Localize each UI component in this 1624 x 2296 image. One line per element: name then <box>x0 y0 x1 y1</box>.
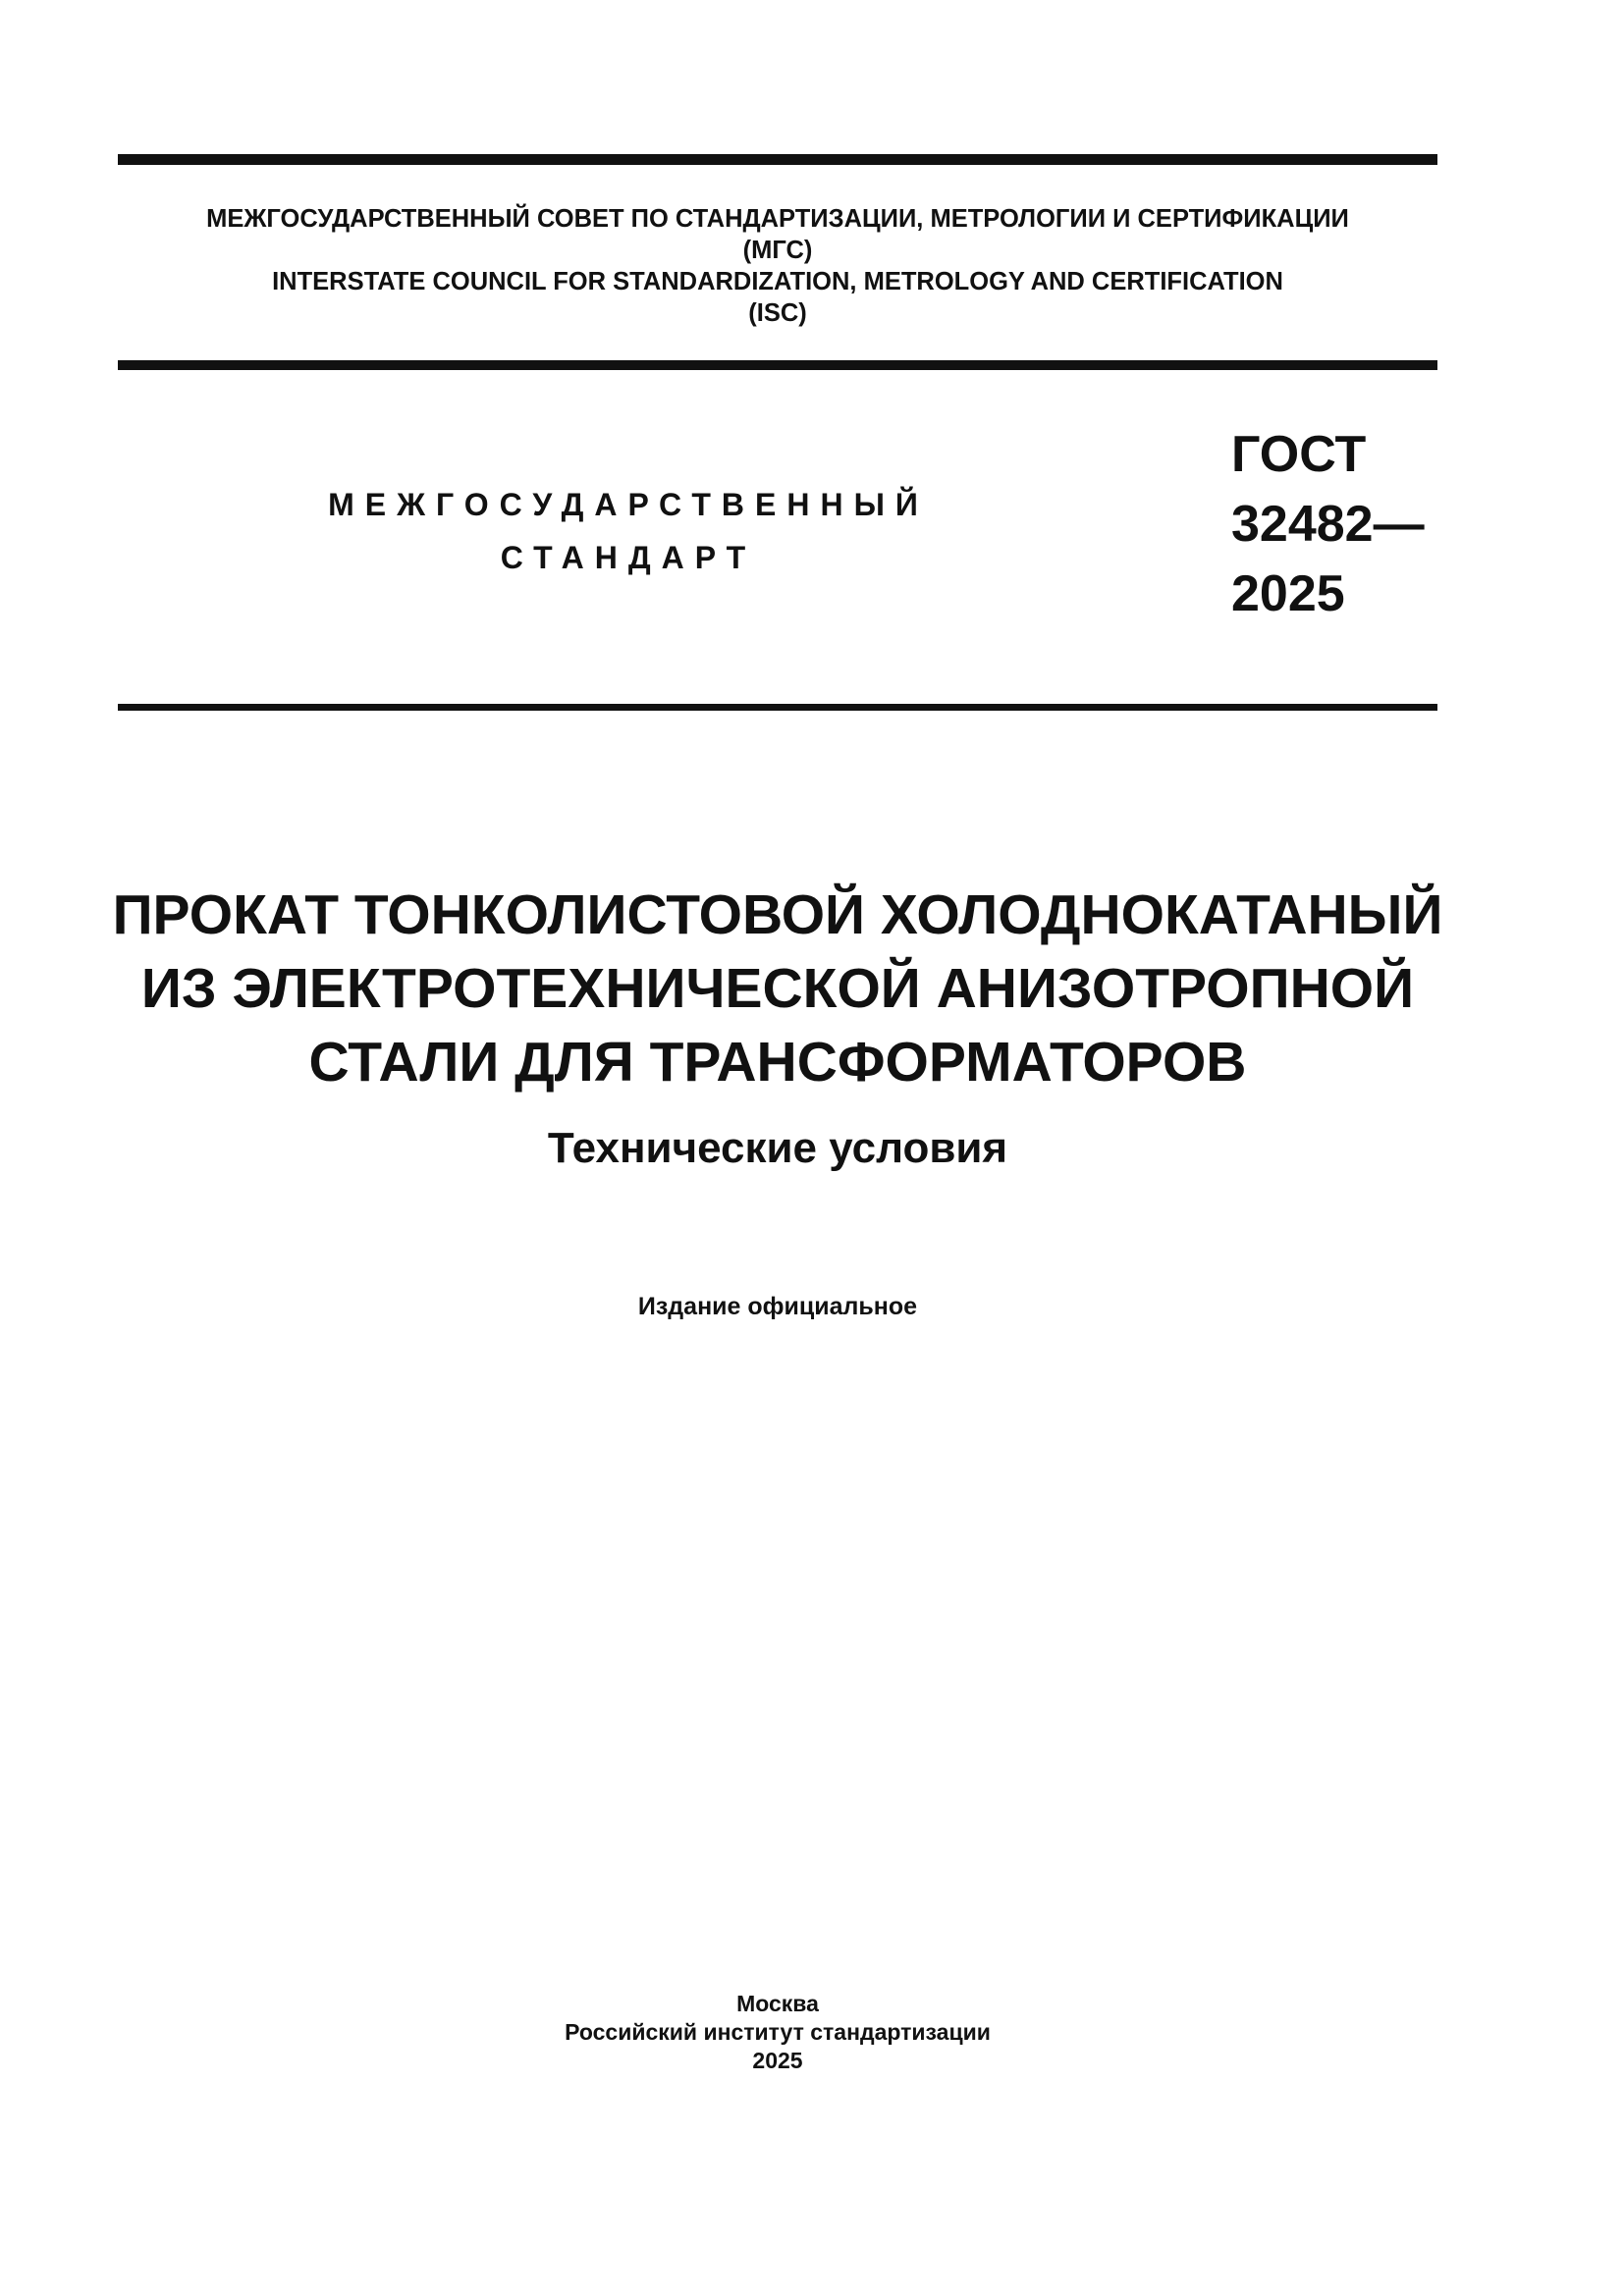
designation-line-2: 32482— <box>1231 496 1425 553</box>
standard-type-line-2: СТАНДАРТ <box>500 540 757 575</box>
header-rule <box>118 360 1437 370</box>
designation-line-3: 2025 <box>1231 565 1345 622</box>
imprint-publisher: Российский институт стандартизации <box>565 2019 991 2045</box>
title-line-1: ПРОКАТ ТОНКОЛИСТОВОЙ ХОЛОДНОКАТАНЫЙ <box>112 883 1443 946</box>
document-title <box>79 879 1477 1099</box>
standard-type <box>295 478 962 584</box>
standard-type-line-1: МЕЖГОСУДАРСТВЕННЫЙ <box>328 487 929 522</box>
title-line-2: ИЗ ЭЛЕКТРОТЕХНИЧЕСКОЙ АНИЗОТРОПНОЙ <box>140 957 1415 1020</box>
council-name-en: INTERSTATE COUNCIL FOR STANDARDIZATION, METROLOGY AND CERTIFICATION <box>272 268 1283 295</box>
title-line-3: СТАЛИ ДЛЯ ТРАНСФОРМАТОРОВ <box>308 1031 1247 1094</box>
imprint-city: Москва <box>736 1991 819 2016</box>
designation-line-1: ГОСТ <box>1231 426 1367 483</box>
document-subtitle: Технические условия <box>547 1124 1008 1172</box>
standard-designation <box>1231 420 1425 629</box>
council-header <box>118 203 1437 329</box>
designation-rule <box>118 704 1437 711</box>
imprint-year: 2025 <box>752 2048 803 2073</box>
council-abbr-ru: (МГС) <box>742 237 813 264</box>
council-name-ru: МЕЖГОСУДАРСТВЕННЫЙ СОВЕТ ПО СТАНДАРТИЗАЦИИ, МЕТРОЛОГИИ И СЕРТИФИКАЦИИ <box>206 205 1349 233</box>
imprint <box>118 1990 1437 2075</box>
edition-note: Издание официальное <box>637 1293 918 1320</box>
top-rule <box>118 154 1437 165</box>
council-abbr-en: (ISC) <box>748 299 807 327</box>
